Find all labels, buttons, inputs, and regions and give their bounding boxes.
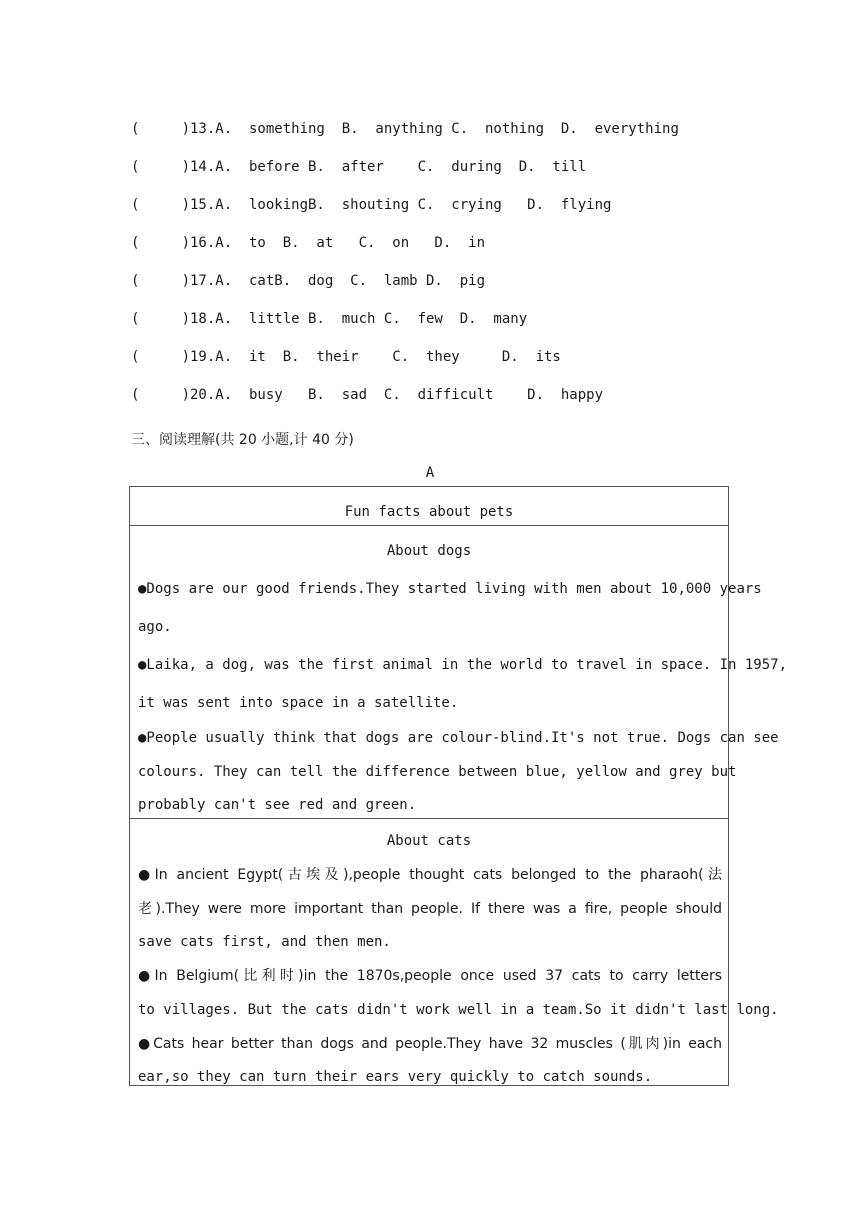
cats-row xyxy=(130,818,779,1086)
question-14: ( )14.A. before B. after C. during D. till xyxy=(131,159,587,175)
dogs-fact-line: ●Dogs are our good friends.They started living with men about 10,000 years xyxy=(138,581,762,597)
dogs-fact-line: ago. xyxy=(138,619,172,635)
dogs-fact-line: probably can't see red and green. xyxy=(138,797,417,813)
cats-fact-line: 老).They were more important than people. If there was a fire, people should xyxy=(138,901,722,917)
cats-fact-line: save cats first, and then men. xyxy=(138,934,391,950)
cats-fact-line: ●Cats hear better than dogs and people.They have 32 muscles (肌肉)in each xyxy=(138,1036,722,1052)
dogs-fact-line: it was sent into space in a satellite. xyxy=(138,695,459,711)
cats-fact-line: to villages. But the cats didn't work well in a team.So it didn't last long. xyxy=(138,1002,779,1018)
dogs-row xyxy=(130,525,788,818)
question-20: ( )20.A. busy B. sad C. difficult D. happy xyxy=(131,387,604,403)
table-title: Fun facts about pets xyxy=(344,504,514,520)
pet-facts-table xyxy=(129,486,788,1086)
section-title: 三、阅读理解(共 20 小题,计 40 分) xyxy=(131,432,354,448)
dogs-fact-line: ●People usually think that dogs are colour-blind.It's not true. Dogs can see xyxy=(138,730,779,746)
question-17: ( )17.A. catB. dog C. lamb D. pig xyxy=(131,273,486,289)
question-19: ( )19.A. it B. their C. they D. its xyxy=(131,349,561,365)
question-15: ( )15.A. lookingB. shouting C. crying D. flying xyxy=(131,197,612,213)
cats-fact-line: ●In ancient Egypt(古埃及),people thought cats belonged to the pharaoh(法 xyxy=(138,867,722,883)
table-title-row xyxy=(130,487,728,525)
cats-fact-line: ear,so they can turn their ears very quickly to catch sounds. xyxy=(138,1069,653,1085)
dogs-heading: About dogs xyxy=(386,543,472,559)
passage-label: A xyxy=(425,465,435,481)
dogs-fact-line: colours. They can tell the difference between blue, yellow and grey but xyxy=(138,764,737,780)
cats-heading: About cats xyxy=(386,833,472,849)
dogs-fact-line: ●Laika, a dog, was the first animal in the world to travel in space. In 1957, xyxy=(138,657,788,673)
question-13: ( )13.A. something B. anything C. nothing D. everything xyxy=(131,121,679,137)
question-16: ( )16.A. to B. at C. on D. in xyxy=(131,235,486,251)
cats-fact-line: ●In Belgium(比利时)in the 1870s,people once used 37 cats to carry letters xyxy=(138,968,722,984)
question-18: ( )18.A. little B. much C. few D. many xyxy=(131,311,528,327)
